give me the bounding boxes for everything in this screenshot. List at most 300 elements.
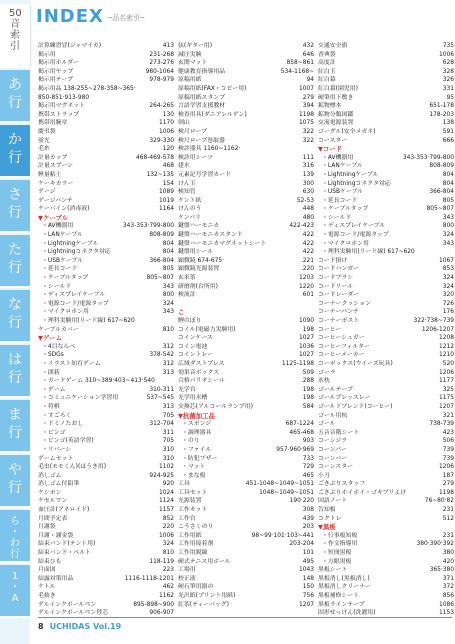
entry-pages: 856 bbox=[442, 593, 454, 599]
entry-term: 交通安全旗 bbox=[318, 43, 348, 49]
entry-term: 毛虫(モモくん)(ほうき用) bbox=[38, 464, 107, 471]
entry-term: 建水 bbox=[178, 163, 190, 170]
index-entry bbox=[318, 472, 454, 481]
index-entry bbox=[318, 540, 454, 549]
sidebar-tab-6[interactable] bbox=[0, 400, 30, 453]
entry-pages: 534-1168~ bbox=[280, 68, 314, 75]
index-entry bbox=[38, 231, 174, 240]
index-entry bbox=[38, 377, 174, 386]
entry-pages: 512 bbox=[442, 515, 454, 522]
entry-pages: 316 bbox=[302, 163, 314, 170]
entry-term: 月面図 bbox=[38, 567, 56, 574]
sidebar-tab-label: な 行 bbox=[8, 297, 22, 331]
index-entry bbox=[178, 403, 314, 412]
entry-term: コーナーパンチ bbox=[318, 309, 359, 316]
entry-pages: 1207 bbox=[439, 403, 454, 410]
entry-pages: 1198 bbox=[299, 111, 314, 118]
entry-term: 黒板消しクリーナー bbox=[318, 584, 372, 591]
entry-term: ケーブルカバー bbox=[38, 326, 79, 333]
entry-term: 血圧計(アネロイド) bbox=[38, 507, 90, 514]
index-entry bbox=[318, 308, 454, 317]
entry-pages: 203-204 bbox=[289, 541, 314, 548]
index-heading bbox=[38, 214, 174, 223]
index-entry bbox=[178, 137, 314, 146]
index-entry bbox=[178, 583, 314, 592]
entry-term: ・防犯ブザー bbox=[182, 455, 218, 462]
entry-term: 剣山 bbox=[178, 120, 190, 127]
entry-pages: 705 bbox=[162, 412, 174, 419]
entry-pages: 733 bbox=[302, 455, 314, 462]
entry-term: 紅茶(ティーバッグ) bbox=[178, 601, 229, 608]
index-entry bbox=[38, 205, 174, 214]
index-entry bbox=[318, 549, 454, 558]
entry-pages: 198 bbox=[302, 326, 314, 333]
entry-pages: 1006 bbox=[439, 51, 454, 58]
entry-term: 850-851·913-980 bbox=[38, 94, 90, 101]
entry-pages: 537~545 bbox=[146, 395, 174, 402]
entry-term: コイン電池 bbox=[178, 343, 208, 350]
entry-term: ・AV機器用 bbox=[42, 223, 74, 230]
entry-term: 鉱物標本 bbox=[318, 103, 342, 110]
entry-pages: 1027 bbox=[299, 335, 314, 342]
index-entry bbox=[318, 446, 454, 455]
entry-pages: 203 bbox=[302, 524, 314, 531]
entry-term: 五音音階シート bbox=[318, 429, 360, 436]
entry-pages: 312 bbox=[162, 360, 174, 367]
index-entry bbox=[38, 489, 174, 498]
entry-pages: 422 bbox=[302, 240, 314, 247]
index-entry bbox=[318, 343, 454, 352]
entry-pages: 1067 bbox=[439, 257, 454, 264]
index-entry bbox=[318, 257, 454, 266]
entry-pages: 1006 bbox=[159, 128, 174, 135]
entry-term: 携帯用腕章 bbox=[38, 120, 68, 127]
entry-term: コーンパー bbox=[318, 446, 347, 453]
entry-pages: 150 bbox=[302, 584, 314, 591]
entry-pages: 198 bbox=[302, 395, 314, 402]
entry-term: 紅白幕 bbox=[318, 77, 336, 84]
index-entry bbox=[38, 317, 174, 326]
entry-term: 広域ダストプレス bbox=[178, 360, 225, 367]
entry-pages: 320 bbox=[442, 292, 454, 299]
footer-rule bbox=[38, 617, 452, 618]
entry-term: 光沢紙(プリント用紙) bbox=[178, 593, 236, 599]
entry-pages: 324 bbox=[442, 232, 454, 239]
entry-pages: 52-53 bbox=[296, 197, 314, 204]
index-entry bbox=[178, 51, 314, 60]
entry-term: 消しゴム付鉛筆 bbox=[38, 481, 80, 488]
entry-pages: 322 bbox=[302, 137, 314, 144]
entry-pages: 343 bbox=[442, 214, 454, 221]
index-entry bbox=[178, 119, 314, 128]
entry-pages: 804 bbox=[442, 180, 454, 187]
index-column-3 bbox=[318, 42, 454, 618]
index-entry bbox=[318, 334, 454, 343]
entry-term: 月間予定表 bbox=[38, 515, 68, 522]
entry-term: ・短冊黒板 bbox=[322, 550, 352, 557]
index-entry bbox=[318, 51, 454, 60]
index-entry bbox=[318, 68, 454, 77]
entry-pages: 906-907 bbox=[149, 610, 174, 617]
entry-pages: 371 bbox=[442, 575, 454, 582]
index-entry bbox=[38, 515, 174, 524]
entry-term: ・ディスプレイケーブル bbox=[322, 223, 386, 230]
entry-pages: 1177 bbox=[439, 378, 454, 385]
index-entry bbox=[38, 59, 174, 68]
entry-term: コインケース bbox=[178, 335, 213, 342]
entry-pages: 76~80·82 bbox=[424, 498, 454, 505]
entry-term: ・AV機器用 bbox=[322, 154, 354, 161]
index-entry bbox=[178, 326, 314, 335]
entry-term: ・Lightningコネクタ対応 bbox=[322, 180, 391, 187]
entry-pages: 420 bbox=[442, 558, 454, 565]
index-entry bbox=[318, 42, 454, 51]
sidebar-tab-label: た 行 bbox=[8, 242, 22, 276]
entry-term: 顕微鏡 674-675· bbox=[178, 257, 225, 264]
sidebar-tab-5[interactable] bbox=[0, 345, 30, 398]
entry-pages: 343-353·799-800 bbox=[402, 154, 454, 161]
entry-pages: 451-1048~1049~1051 bbox=[245, 481, 314, 488]
index-entry bbox=[38, 94, 174, 103]
index-entry bbox=[38, 455, 174, 464]
index-entry bbox=[178, 523, 314, 532]
index-entry bbox=[318, 283, 454, 292]
index-entry bbox=[38, 102, 174, 111]
entry-pages: 729 bbox=[302, 464, 314, 471]
index-entry bbox=[318, 429, 454, 438]
index-entry bbox=[38, 583, 174, 592]
index-entry bbox=[318, 85, 454, 94]
index-entry bbox=[178, 472, 314, 481]
index-entry bbox=[38, 154, 174, 163]
index-entry bbox=[38, 386, 174, 395]
entry-term: 黒板シート bbox=[318, 567, 348, 574]
entry-term: 玄米茶 bbox=[178, 275, 196, 282]
entry-pages: 326 bbox=[442, 77, 454, 84]
entry-term: ・4目ならべ bbox=[42, 343, 76, 350]
index-entry bbox=[318, 102, 454, 111]
index-entry bbox=[318, 59, 454, 68]
entry-term: コーヒーメーカー bbox=[318, 352, 365, 359]
entry-pages: 738-739 bbox=[429, 421, 454, 428]
entry-pages: 468-469-578 bbox=[136, 154, 174, 161]
entry-term: 弦(ギター用) bbox=[178, 43, 212, 49]
sidebar-tab-9[interactable] bbox=[0, 565, 30, 618]
entry-term: ・Lightningケーブル bbox=[322, 171, 379, 178]
entry-pages: 480 bbox=[302, 214, 314, 221]
entry-pages: 628 bbox=[442, 60, 454, 67]
entry-term: ・マイクロホン用 bbox=[322, 240, 369, 247]
index-entry bbox=[38, 42, 174, 51]
entry-term: 検診器具 1160~1162· bbox=[178, 146, 241, 153]
page-number: 8 bbox=[38, 622, 44, 631]
entry-term: ・ビンゴ bbox=[42, 429, 66, 436]
entry-pages: 95 bbox=[446, 94, 454, 101]
index-entry bbox=[38, 265, 174, 274]
entry-term: ・リバーシ bbox=[42, 446, 72, 453]
entry-term: ・電源コード/電源タップ bbox=[322, 232, 389, 239]
index-entry bbox=[178, 566, 314, 575]
index-entry bbox=[38, 300, 174, 309]
sidebar-tab-7[interactable] bbox=[0, 455, 30, 508]
entry-term: ・調理器具 bbox=[182, 429, 212, 436]
index-entry bbox=[38, 575, 174, 584]
index-entry bbox=[178, 446, 314, 455]
entry-pages: 1019 bbox=[159, 197, 174, 204]
entry-pages: 808-809 bbox=[149, 232, 174, 239]
index-entry bbox=[178, 343, 314, 352]
entry-term: コードブラシ bbox=[318, 275, 354, 282]
entry-term: 合格パリオシール bbox=[178, 378, 225, 385]
entry-term: ▼コード bbox=[318, 145, 343, 154]
entry-pages: 462 bbox=[162, 584, 174, 591]
entry-term: 慶弔袋 bbox=[38, 128, 56, 135]
entry-term: 紅白幕(園児用) bbox=[318, 85, 358, 92]
entry-pages: 220 bbox=[162, 524, 174, 531]
index-entry bbox=[318, 119, 454, 128]
entry-pages: 148 bbox=[302, 575, 314, 582]
entry-pages: 1024 bbox=[159, 489, 174, 496]
page-header bbox=[36, 6, 144, 32]
entry-pages: 805 bbox=[442, 197, 454, 204]
sidebar-tab-2[interactable] bbox=[0, 180, 30, 233]
entry-term: コースター bbox=[318, 137, 348, 144]
entry-pages: 509 bbox=[302, 369, 314, 376]
index-entry bbox=[38, 412, 174, 421]
index-entry bbox=[38, 446, 174, 455]
entry-term: ・すごろく bbox=[42, 412, 72, 419]
index-column-2 bbox=[178, 42, 314, 609]
entry-term: ・ゲーム bbox=[42, 386, 66, 393]
entry-pages: 1043 bbox=[299, 567, 314, 574]
entry-term: 毛糸 bbox=[38, 146, 50, 153]
index-entry bbox=[318, 455, 454, 464]
entry-pages: 264-265 bbox=[149, 103, 174, 110]
index-entry bbox=[178, 351, 314, 360]
entry-term: 黒板ラインテープ bbox=[318, 601, 365, 608]
entry-term: 検診用シーツ bbox=[178, 154, 214, 161]
entry-term: 紅白玉 bbox=[318, 68, 336, 75]
index-entry bbox=[178, 463, 314, 472]
index-entry bbox=[178, 369, 314, 378]
index-heading bbox=[178, 308, 314, 317]
entry-pages: 1007 bbox=[299, 85, 314, 92]
entry-term: 氷枕 bbox=[318, 378, 330, 385]
entry-term: ・コミュニケーション学習用 bbox=[42, 395, 119, 402]
index-entry bbox=[178, 154, 314, 163]
index-entry bbox=[38, 119, 174, 128]
entry-term: コーヒー bbox=[318, 326, 342, 333]
index-entry bbox=[178, 240, 314, 249]
index-entry bbox=[38, 523, 174, 532]
index-entry bbox=[38, 326, 174, 335]
entry-pages: 231-268 bbox=[149, 51, 174, 58]
index-entry bbox=[38, 283, 174, 292]
entry-pages: 465-468 bbox=[289, 429, 314, 436]
entry-pages: 980-1064 bbox=[145, 68, 174, 75]
entry-pages: 805~807 bbox=[426, 206, 454, 213]
entry-pages: 380·390·392 bbox=[416, 541, 454, 548]
index-entry bbox=[38, 558, 174, 567]
index-entry bbox=[178, 214, 314, 223]
entry-pages: 1027 bbox=[299, 352, 314, 359]
sidebar-tab-8[interactable] bbox=[0, 510, 30, 563]
entry-term: 交換芯(アルコールランプ用) bbox=[178, 403, 253, 410]
index-entry bbox=[38, 480, 174, 489]
entry-term: コード掛け bbox=[318, 257, 348, 264]
entry-pages: 220 bbox=[302, 266, 314, 273]
entry-pages: 705 bbox=[162, 438, 174, 445]
index-entry bbox=[178, 575, 314, 584]
index-entry bbox=[38, 394, 174, 403]
index-entry bbox=[178, 515, 314, 524]
entry-term: ・のり bbox=[182, 438, 200, 445]
entry-term: 言語学習支援教材 bbox=[178, 103, 226, 110]
index-entry bbox=[178, 42, 314, 51]
index-entry bbox=[178, 248, 314, 257]
entry-pages: 132~135 bbox=[146, 171, 174, 178]
entry-pages: 1075 bbox=[299, 120, 314, 127]
index-entry bbox=[318, 162, 454, 171]
index-entry bbox=[38, 420, 174, 429]
entry-term: 掲示用マグネット bbox=[38, 103, 86, 110]
index-entry bbox=[38, 429, 174, 438]
index-entry bbox=[38, 51, 174, 60]
entry-pages: 378-542 bbox=[149, 352, 174, 359]
entry-pages: 322 bbox=[302, 128, 314, 135]
entry-term: こうさくのり bbox=[178, 524, 214, 531]
entry-term: 工作キット bbox=[178, 507, 208, 514]
entry-term: ・ケーブルタップ bbox=[42, 275, 89, 282]
entry-term: 携帯ストラップ bbox=[38, 111, 80, 118]
index-entry bbox=[318, 205, 454, 214]
index-entry bbox=[178, 480, 314, 489]
entry-pages: 310-311 bbox=[149, 386, 174, 393]
index-entry bbox=[318, 583, 454, 592]
sidebar-tab-4[interactable] bbox=[0, 290, 30, 343]
entry-term: ケトル bbox=[38, 584, 56, 591]
index-entry bbox=[178, 85, 314, 94]
entry-term: 軽量粘土 bbox=[38, 171, 62, 178]
entry-term: ▼ケーブル bbox=[38, 213, 68, 222]
entry-pages: 1116-1118-1201 bbox=[124, 575, 174, 582]
entry-term: 告知板 bbox=[318, 507, 336, 514]
entry-pages: 805~807 bbox=[146, 275, 174, 282]
entry-pages: 322·738~739 bbox=[413, 318, 454, 324]
index-entry bbox=[318, 394, 454, 403]
index-entry bbox=[178, 317, 314, 326]
entry-term: ・カードゲーム 310~389·403~413·540 bbox=[42, 378, 155, 385]
entry-pages: 313 bbox=[162, 403, 174, 410]
entry-term: けん玉 bbox=[178, 180, 196, 187]
index-entry bbox=[38, 274, 174, 283]
entry-term: ゴール用杭 bbox=[318, 412, 348, 419]
entry-term: 工場用 bbox=[178, 567, 196, 574]
entry-pages: 331 bbox=[442, 85, 454, 92]
entry-term: ゲルインクボールペン替芯 bbox=[38, 610, 109, 617]
entry-pages: 591 bbox=[442, 128, 454, 135]
entry-pages: 1086 bbox=[439, 601, 454, 608]
entry-pages: 324 bbox=[162, 300, 174, 307]
entry-term: 光源装置 bbox=[178, 498, 202, 505]
entry-term: 校正液 bbox=[178, 575, 196, 582]
entry-term: 光学用水槽 bbox=[178, 395, 208, 402]
index-entry bbox=[318, 437, 454, 446]
entry-term: 月謝袋 bbox=[38, 524, 56, 531]
entry-pages: 1102 bbox=[159, 464, 174, 471]
entry-pages: 231 bbox=[442, 532, 454, 539]
index-entry bbox=[38, 128, 174, 137]
entry-pages: 630 bbox=[302, 189, 314, 196]
entry-term: コードリール bbox=[318, 283, 354, 290]
entry-term: ▼抗菌加工品 bbox=[178, 411, 215, 420]
entry-term: コードハンガー bbox=[318, 266, 360, 273]
entry-term: 掲示用テープ bbox=[38, 77, 74, 84]
sidebar-tab-1[interactable] bbox=[0, 125, 30, 178]
entry-term: ・シールド bbox=[322, 214, 352, 221]
entry-term: 鉱物分類図鑑 bbox=[318, 111, 354, 118]
entry-pages: 413 bbox=[162, 43, 174, 49]
entry-pages: 324 bbox=[442, 283, 454, 290]
entry-pages: 726 bbox=[442, 300, 454, 307]
entry-pages: 978-979 bbox=[149, 77, 174, 84]
entry-term: コーヒーシュガー bbox=[318, 335, 365, 342]
index-entry bbox=[38, 472, 174, 481]
entry-pages: 1006 bbox=[159, 532, 174, 539]
index-entry bbox=[38, 197, 174, 206]
index-entry bbox=[318, 214, 454, 223]
index-entry bbox=[38, 171, 174, 180]
index-entry bbox=[178, 429, 314, 438]
sidebar-tab-3[interactable] bbox=[0, 235, 30, 288]
entry-pages: 380 bbox=[442, 550, 454, 557]
entry-term: 計算練習冒(ジャマイカ) bbox=[38, 43, 102, 49]
entry-pages: 372 bbox=[442, 584, 454, 591]
entry-term: ケセルワン bbox=[38, 498, 68, 505]
entry-term: ・SDGs bbox=[42, 352, 64, 359]
entry-term: ・Lightningコネクタ対応 bbox=[42, 249, 111, 256]
entry-term: ・ケーブルタップ bbox=[322, 206, 369, 213]
index-entry bbox=[38, 506, 174, 515]
index-entry bbox=[178, 94, 314, 103]
entry-pages: 94 bbox=[306, 77, 314, 84]
index-entry bbox=[318, 300, 454, 309]
entry-term: ▼ゲーム bbox=[38, 334, 63, 343]
sidebar-tab-label: ま 行 bbox=[8, 407, 22, 441]
entry-pages: 1125-1198 bbox=[281, 360, 314, 367]
entry-pages: 279 bbox=[442, 481, 454, 488]
index-entry bbox=[38, 592, 174, 601]
entry-term: 掲示用ホルダー bbox=[38, 60, 79, 67]
entry-pages: 495 bbox=[302, 558, 314, 565]
index-entry bbox=[178, 265, 314, 274]
entry-pages: 739 bbox=[442, 446, 454, 453]
entry-pages: 312-704 bbox=[149, 421, 174, 428]
entry-pages: 1203 bbox=[299, 275, 314, 282]
index-entry bbox=[38, 111, 174, 120]
entry-term: 原稿用紙 bbox=[178, 77, 202, 84]
sidebar-tab-0[interactable] bbox=[0, 70, 30, 123]
index-entry bbox=[38, 497, 174, 506]
entry-term: ▼黒板 bbox=[318, 523, 336, 532]
entry-pages: 120 bbox=[162, 146, 174, 153]
entry-term: ・延長コード bbox=[42, 266, 78, 273]
entry-pages: 1170 bbox=[159, 120, 174, 127]
index-entry bbox=[178, 111, 314, 120]
entry-term: 鍵盤ハーモニカマグネットシート bbox=[178, 240, 267, 247]
entry-term: ・USBケーブル bbox=[322, 189, 364, 196]
entry-pages: 324 bbox=[442, 275, 454, 282]
